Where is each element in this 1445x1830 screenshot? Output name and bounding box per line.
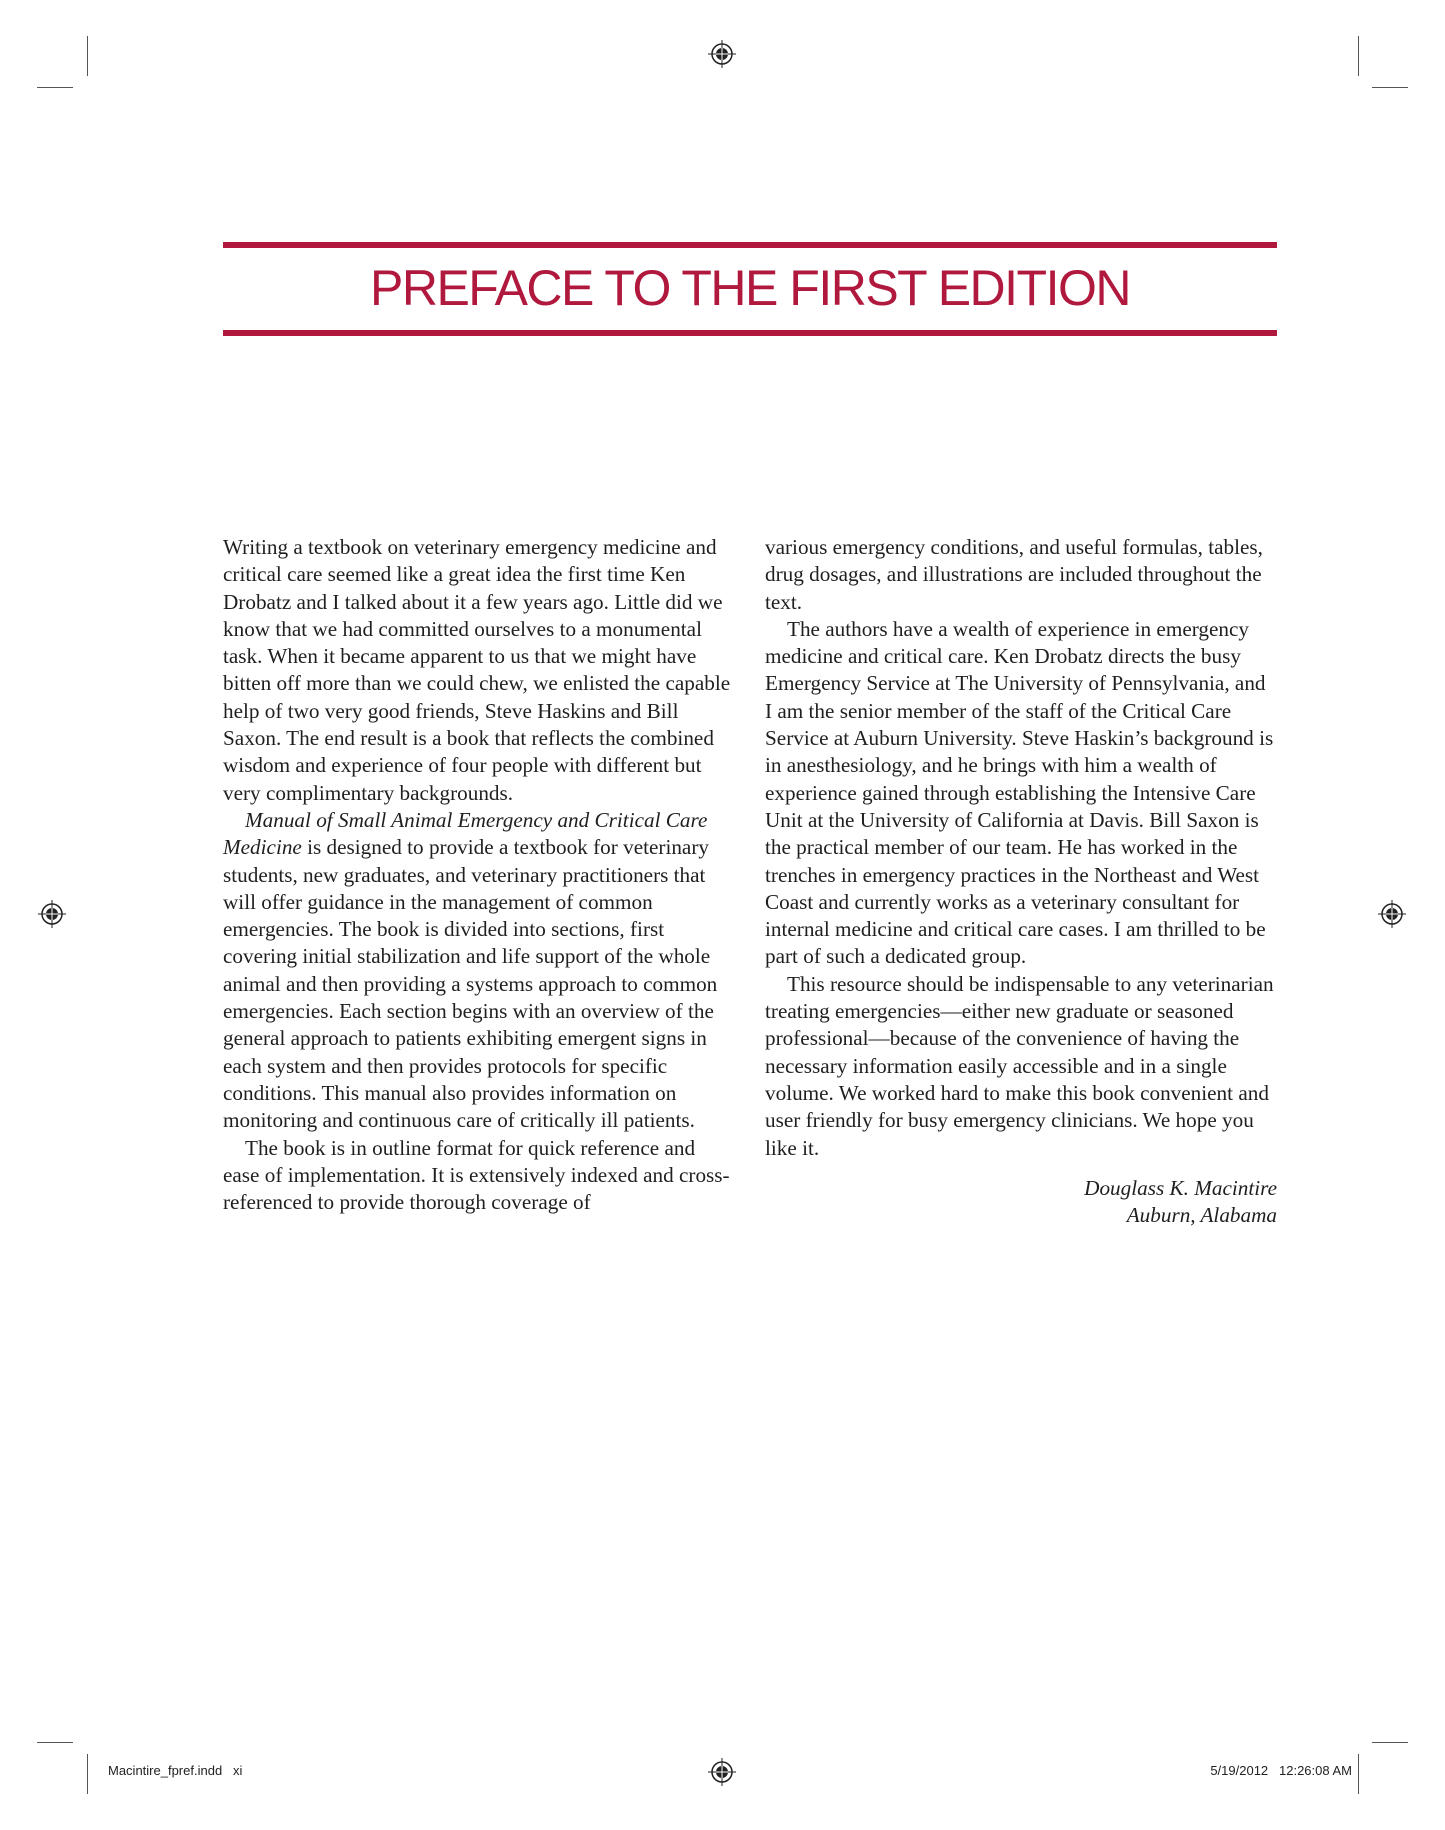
registration-mark-icon	[1378, 900, 1406, 928]
paragraph-text: is designed to provide a textbook for veterinary students, new graduates, and veterinary practitioners that will offer guidance in the management of common emergencies. The book is divided into sections, first covering initial stabilization and life support of the whole animal and then providing a systems approach to common emergencies. Each section begins with an overview of the general approach to patients exhibiting emergent signs in each system and then provides protocols for specific conditions. This manual also provides information on monitoring and continuous care of critically ill patients.	[223, 835, 718, 1133]
page-title: PREFACE TO THE FIRST EDITION	[369, 260, 1130, 316]
paragraph: The authors have a wealth of experience in emergency medicine and critical care. Ken Drobatz directs the busy Emergency Service at The University of Pennsylvania, and I am the senior member of the staff of the Critical Care Service at Auburn University. Steve Haskin’s background is in anesthesiology, and he brings with him a wealth of experience gained through establishing the Intensive Care Unit at the University of California at Davis. Bill Saxon is the practical member of our team. He has worked in the trenches in emergency practices in the Northeast and West Coast and currently works as a veterinary consultant for internal medicine and critical care cases. I am thrilled to be part of such a dedicated group.	[765, 616, 1274, 969]
paragraph: The book is in outline format for quick reference and ease of implementation. It is extensively indexed and cross-referenced to provide thorough coverage of	[223, 1135, 730, 1215]
paragraph	[223, 807, 735, 1135]
crop-mark	[1372, 1742, 1408, 1743]
crop-mark	[37, 87, 73, 88]
footer-timestamp: 5/19/2012 12:26:08 AM	[1210, 1763, 1352, 1778]
crop-mark	[87, 36, 88, 76]
crop-mark	[37, 1742, 73, 1743]
crop-mark	[1358, 36, 1359, 76]
signature	[765, 1175, 1277, 1230]
chapter-title-block	[223, 242, 1277, 336]
registration-mark-icon	[708, 1758, 736, 1786]
paragraph: This resource should be indispensable to any veterinarian treating emergencies—either new graduate or seasoned professional—because of the convenience of having the necessary information easily accessible and in a single volume. We worked hard to make this book convenient and user friendly for busy emergency clinicians. We hope you like it.	[765, 971, 1274, 1160]
paragraph: Writing a textbook on veterinary emergency medicine and critical care seemed like a great idea the first time Ken Drobatz and I talked about it a few years ago. Little did we know that we had committed ourselves to a monumental task. When it became apparent to us that we might have bitten off more than we could chew, we enlisted the capable help of two very good friends, Steve Haskins and Bill Saxon. The end result is a book that reflects the combined wisdom and experience of four people with different but very complimentary backgrounds.	[223, 535, 731, 805]
signature-name: Douglass K. Macintire	[1084, 1175, 1277, 1200]
footer-file-slug: Macintire_fpref.indd xi	[108, 1763, 243, 1778]
crop-mark	[1358, 1754, 1359, 1794]
signature-place: Auburn, Alabama	[1126, 1203, 1277, 1228]
crop-mark	[87, 1754, 88, 1794]
crop-mark	[1372, 87, 1408, 88]
registration-mark-icon	[708, 40, 736, 68]
text-column-right	[765, 534, 1277, 1229]
book-title: Manual of Small Animal Emergency and Critical Care Medicine	[223, 807, 708, 860]
title-rule-bottom	[223, 330, 1277, 336]
preface-body	[223, 534, 1277, 1229]
paragraph: various emergency conditions, and useful formulas, tables, drug dosages, and illustrations are included throughout the text.	[765, 535, 1263, 614]
registration-mark-icon	[38, 900, 66, 928]
text-column-left	[223, 534, 735, 1229]
